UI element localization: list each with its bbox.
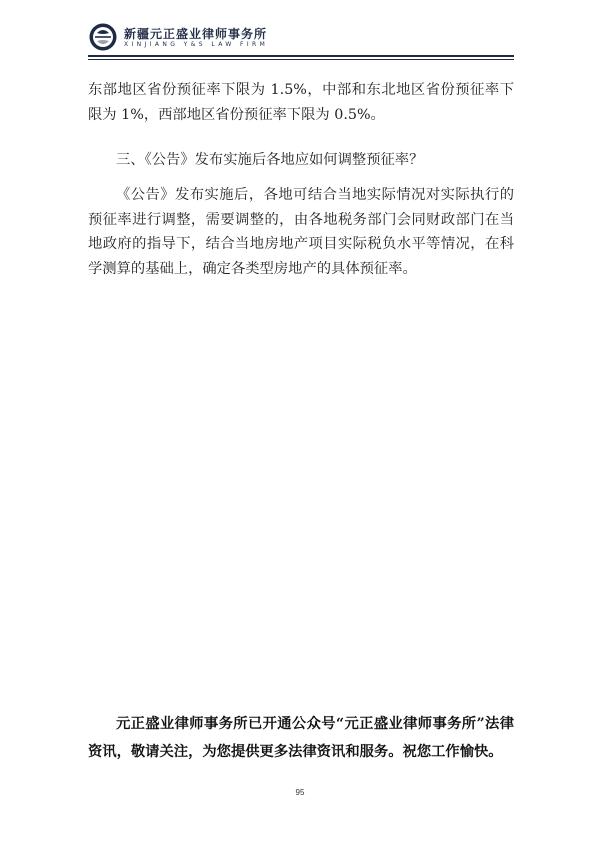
subscription-notice: 元正盛业律师事务所已开通公众号“元正盛业律师事务所”法律资讯，敬请关注，为您提供更多法律资讯和服务。祝您工作愉快。 — [88, 716, 514, 760]
header-rule-thin — [88, 59, 514, 60]
page-number: 95 — [295, 788, 305, 797]
header-rule-thick — [88, 55, 514, 57]
section-heading-3: 三、《公告》发布实施后各地应如何调整预征率？ — [116, 152, 424, 168]
firm-name-chinese: 新疆元正盛业律师事务所 — [124, 27, 268, 41]
paragraph-adjustment: 《公告》发布实施后，各地可结合当地实际情况对实际执行的预征率进行调整，需要调整的，由各地税务部门会同财政部门在当地政府的指导下，结合当地房地产项目实际税负水平等情况，在科学测算的基础上，确定各类型房地产的具体预征率。 — [88, 187, 514, 277]
law-firm-logo-icon — [88, 22, 118, 52]
page-header — [88, 22, 514, 58]
firm-name-english: XINJIANG Y&S LAW FIRM — [124, 41, 269, 48]
paragraph-rates: 东部地区省份预征率下限为 1.5%，中部和东北地区省份预征率下限为 1%，西部地区省份预征率下限为 0.5%。 — [88, 82, 514, 123]
